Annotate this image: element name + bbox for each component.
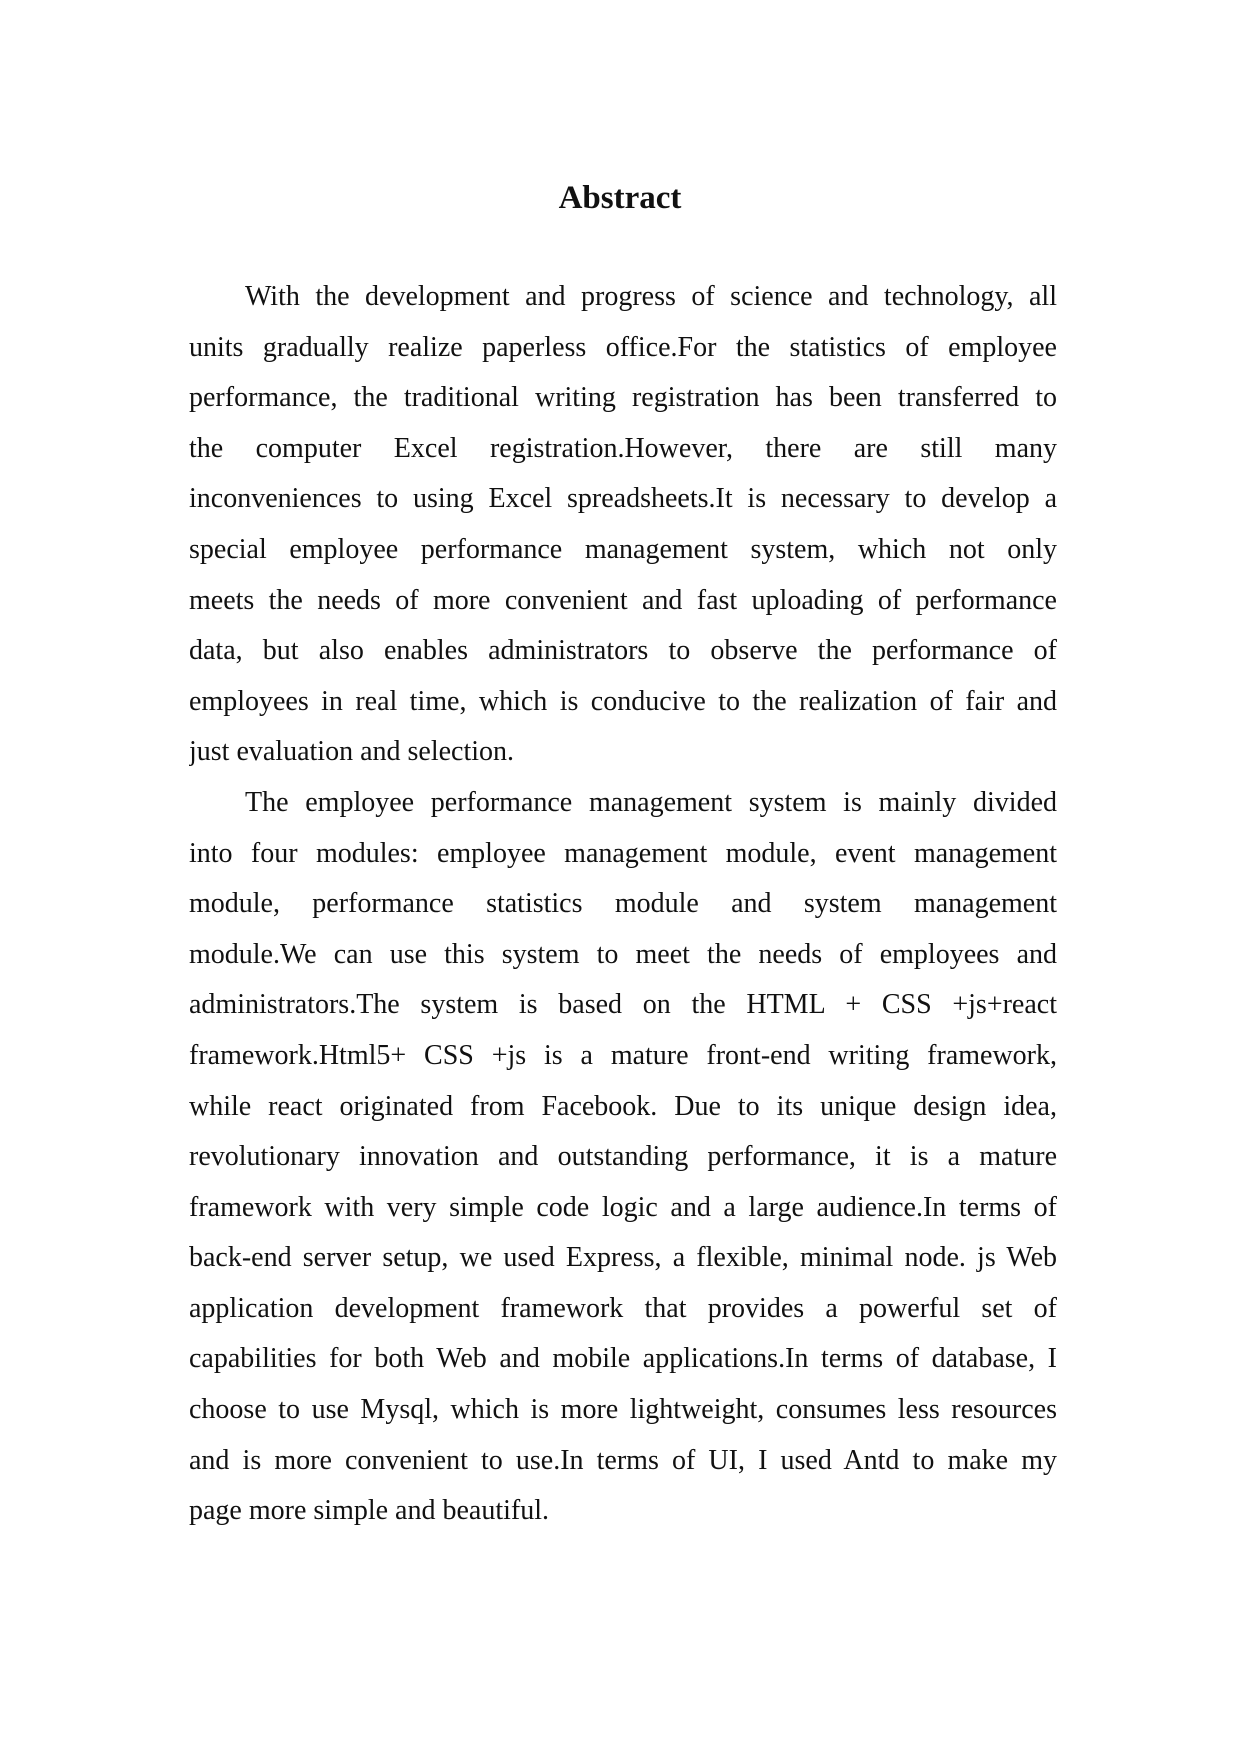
paragraph-line: and is more convenient to use.In terms of UI, I used Antd to make my — [189, 1444, 1057, 1476]
paragraph-line: page more simple and beautiful. — [189, 1495, 549, 1527]
paragraph-line: into four modules: employee management module, event management — [189, 837, 1057, 869]
page-title: Abstract — [558, 180, 682, 216]
paragraph-line: performance, the traditional writing registration has been transferred to — [189, 382, 1057, 414]
paragraph-line: units gradually realize paperless office.For the statistics of employee — [189, 331, 1057, 363]
paragraph-line: The employee performance management system is mainly divided — [245, 786, 1057, 818]
paragraph-line: module.We can use this system to meet the needs of employees and — [189, 938, 1057, 970]
paragraph-line: choose to use Mysql, which is more lightweight, consumes less resources — [189, 1394, 1057, 1426]
paragraph-line: while react originated from Facebook. Due to its unique design idea, — [189, 1090, 1057, 1122]
paragraph-line: the computer Excel registration.However, there are still many — [189, 432, 1057, 464]
paragraph-line: framework with very simple code logic and a large audience.In terms of — [189, 1191, 1057, 1223]
paragraph-line: inconveniences to using Excel spreadsheets.It is necessary to develop a — [189, 483, 1057, 515]
paragraph-line: administrators.The system is based on the HTML + CSS +js+react — [189, 989, 1057, 1021]
paragraph-line: special employee performance management system, which not only — [189, 533, 1057, 565]
paragraph-line: application development framework that provides a powerful set of — [189, 1292, 1057, 1324]
paragraph-line: meets the needs of more convenient and fast uploading of performance — [189, 584, 1057, 616]
paragraph-line: data, but also enables administrators to observe the performance of — [189, 635, 1057, 667]
paragraph-line: employees in real time, which is conducive to the realization of fair and — [189, 685, 1057, 717]
paragraph-line: back-end server setup, we used Express, a flexible, minimal node. js Web — [189, 1242, 1057, 1274]
paragraph-line: revolutionary innovation and outstanding performance, it is a mature — [189, 1141, 1057, 1173]
paragraph-line: framework.Html5+ CSS +js is a mature front-end writing framework, — [189, 1039, 1057, 1071]
paragraph-line: just evaluation and selection. — [189, 736, 515, 768]
paragraph-line: With the development and progress of science and technology, all — [245, 281, 1057, 312]
abstract-body — [189, 272, 1057, 1537]
paragraph-line: module, performance statistics module and system management — [189, 888, 1057, 920]
paragraph-line: capabilities for both Web and mobile applications.In terms of database, I — [189, 1343, 1057, 1375]
